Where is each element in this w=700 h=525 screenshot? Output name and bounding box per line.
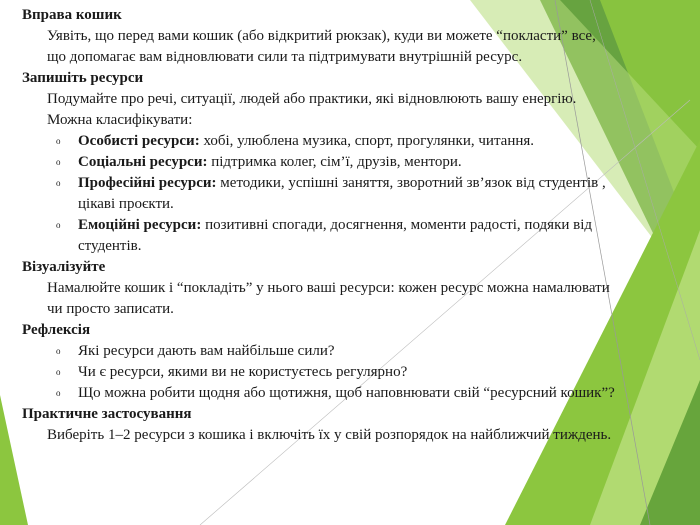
list-item-text: позитивні спогади, досягнення, моменти радості, подяки від <box>201 217 593 233</box>
section-heading: Вправа кошик <box>22 7 122 23</box>
list-item: Чи є ресурси, якими ви не користуєтесь регулярно? <box>78 364 408 380</box>
bullet-icon: o <box>56 346 61 356</box>
list-item-text: методики, успішні заняття, зворотний зв’язок від студентів , <box>216 175 606 191</box>
list-item: Що можна робити щодня або щотижня, щоб наповнювати свій “ресурсний кошик”? <box>78 385 615 401</box>
bullet-icon: o <box>56 220 61 230</box>
bullet-icon: o <box>56 367 61 377</box>
paragraph-line: Можна класифікувати: <box>47 112 193 128</box>
list-item-label: Професійні ресурси: <box>78 175 217 191</box>
section-heading: Рефлексія <box>22 322 91 338</box>
list-item-label: Соціальні ресурси: <box>78 154 208 170</box>
list-item-continuation: студентів. <box>78 238 142 254</box>
paragraph-line: Виберіть 1–2 ресурси з кошика і включіть їх у свій розпорядок на найближчий тиждень. <box>47 427 612 443</box>
bullet-icon: o <box>56 178 61 188</box>
list-item <box>78 215 592 236</box>
paragraph-line: Уявіть, що перед вами кошик (або відкритий рюкзак), куди ви можете “покласти” все, <box>47 28 596 44</box>
bullet-icon: o <box>56 136 61 146</box>
paragraph-line: чи просто записати. <box>47 301 174 317</box>
list-item-text: підтримка колег, сім’ї, друзів, ментори. <box>207 154 462 170</box>
list-item <box>78 152 462 173</box>
bullet-icon: o <box>56 388 61 398</box>
section-heading: Запишіть ресурси <box>22 70 144 86</box>
paragraph-line: що допомагає вам відновлювати сили та підтримувати внутрішній ресурс. <box>47 49 523 65</box>
section-heading: Візуалізуйте <box>22 259 106 275</box>
list-item <box>78 173 606 194</box>
list-item-continuation: цікаві проєкти. <box>78 196 174 212</box>
list-item: Які ресурси дають вам найбільше сили? <box>78 343 335 359</box>
list-item-label: Особисті ресурси: <box>78 133 200 149</box>
list-item-text: хобі, улюблена музика, спорт, прогулянки, читання. <box>199 133 535 149</box>
paragraph-line: Намалюйте кошик і “покладіть” у нього ваші ресурси: кожен ресурс можна намалювати <box>47 280 610 296</box>
bullet-icon: o <box>56 157 61 167</box>
paragraph-line: Подумайте про речі, ситуації, людей або практики, які відновлюють вашу енергію. <box>47 91 577 107</box>
section-heading: Практичне застосування <box>22 406 192 422</box>
list-item-label: Емоційні ресурси: <box>78 217 202 233</box>
list-item <box>78 131 534 152</box>
